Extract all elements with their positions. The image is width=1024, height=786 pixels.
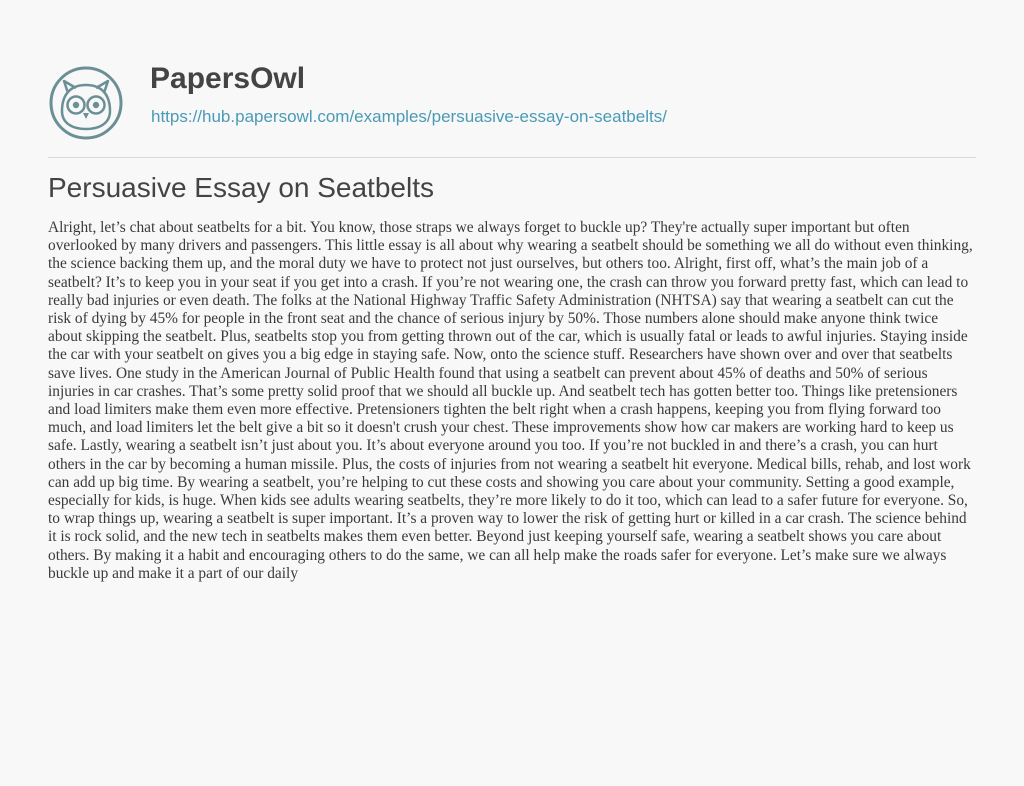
source-url-link[interactable]: https://hub.papersowl.com/examples/persuasive-essay-on-seatbelts/ bbox=[151, 107, 667, 126]
page-header bbox=[0, 0, 1024, 158]
essay-body: Alright, let’s chat about seatbelts for a bit. You know, those straps we always forget to buckle up? They're actually super important but often overlooked by many drivers and passengers. This little essay is all about why wearing a seatbelt should be something we all do without even thinking, the science backing them up, and the moral duty we have to protect not just ourselves, but others too. Alright, first off, what’s the main job of a seatbelt? It’s to keep you in your seat if you get into a crash. If you’re not wearing one, the crash can throw you forward pretty fast, which can lead to really bad injuries or even death. The folks at the National Highway Traffic Safety Administration (NHTSA) say that wearing a seatbelt can cut the risk of dying by 45% for people in the front seat and the chance of serious injury by 50%. Those numbers alone should make anyone think twice about skipping the seatbelt. Plus, seatbelts stop you from getting thrown out of the car, which is usually fatal or leads to awful injuries. Staying inside the car with your seatbelt on gives you a big edge in staying safe. Now, onto the science stuff. Researchers have shown over and over that seatbelts save lives. One study in the American Journal of Public Health found that using a seatbelt can prevent about 45% of deaths and 50% of serious injuries in car crashes. That’s some pretty solid proof that we should all buckle up. And seatbelt tech has gotten better too. Things like pretensioners and load limiters make them even more effective. Pretensioners tighten the belt right when a crash happens, keeping you from flying forward too much, and load limiters let the belt give a bit so it doesn't crush your chest. These improvements show how car makers are working hard to keep us safe. Lastly, wearing a seatbelt isn’t just about you. It’s about everyone around you too. If you’re not buckled in and there’s a crash, you can hurt others in the car by becoming a human missile. Plus, the costs of injuries from not wearing a seatbelt hit everyone. Medical bills, rehab, and lost work can add up big time. By wearing a seatbelt, you’re helping to cut these costs and showing you care about your community. Setting a good example, especially for kids, is huge. When kids see adults wearing seatbelts, they’re more likely to do it too, which can lead to a safer future for everyone. So, to wrap things up, wearing a seatbelt is super important. It’s a proven way to lower the risk of getting hurt or killed in a car crash. The science behind it is rock solid, and the new tech in seatbelts makes them even better. Beyond just keeping yourself safe, wearing a seatbelt shows you care about others. By making it a habit and encouraging others to do the same, we can all help make the roads safer for everyone. Let’s make sure we always buckle up and make it a part of our daily bbox=[48, 219, 973, 582]
header-divider bbox=[48, 157, 976, 158]
owl-logo-icon bbox=[48, 65, 124, 141]
essay-title: Persuasive Essay on Seatbelts bbox=[48, 172, 434, 203]
brand-name: PapersOwl bbox=[150, 62, 306, 95]
